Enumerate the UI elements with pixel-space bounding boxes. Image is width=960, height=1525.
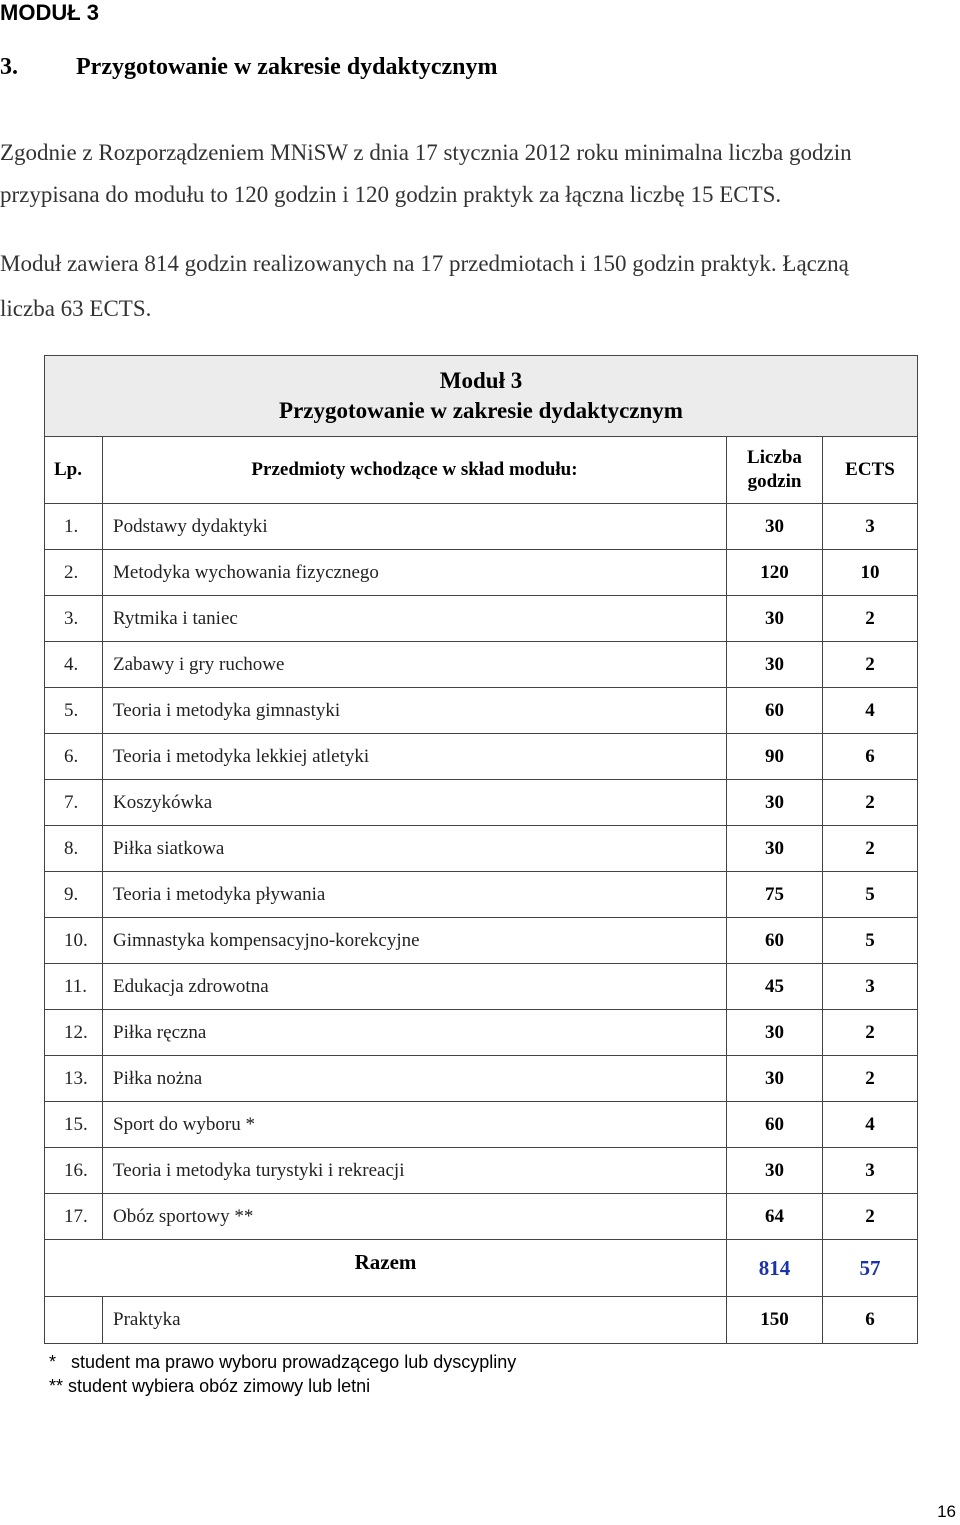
header-hours [727,437,823,504]
row-hours: 30 [727,780,823,826]
row-lp: 5. [45,688,103,734]
row-lp: 7. [45,780,103,826]
row-ects: 2 [823,1056,918,1102]
table-row [45,596,918,642]
table-row [45,918,918,964]
row-subject: Edukacja zdrowotna [103,964,727,1010]
table-row [45,550,918,596]
total-row [45,1240,918,1297]
row-ects: 5 [823,872,918,918]
row-ects: 3 [823,504,918,550]
header-lp: Lp. [45,437,103,504]
table-title-line-1: Moduł 3 [439,368,523,393]
row-lp: 6. [45,734,103,780]
row-subject: Teoria i metodyka pływania [103,872,727,918]
row-lp: 2. [45,550,103,596]
table-row [45,688,918,734]
row-lp: 12. [45,1010,103,1056]
row-subject: Teoria i metodyka lekkiej atletyki [103,734,727,780]
row-ects: 2 [823,1010,918,1056]
row-hours: 75 [727,872,823,918]
row-lp: 16. [45,1148,103,1194]
row-subject: Rytmika i taniec [103,596,727,642]
row-hours: 30 [727,596,823,642]
row-hours: 30 [727,1056,823,1102]
row-subject: Zabawy i gry ruchowe [103,642,727,688]
row-ects: 4 [823,688,918,734]
table-row [45,1102,918,1148]
table-row [45,1056,918,1102]
row-ects: 2 [823,642,918,688]
row-ects: 2 [823,1194,918,1240]
row-hours: 90 [727,734,823,780]
row-hours: 120 [727,550,823,596]
header-ects: ECTS [823,437,918,504]
row-lp: 8. [45,826,103,872]
total-ects: 57 [823,1240,918,1297]
row-hours: 60 [727,1102,823,1148]
row-lp: 13. [45,1056,103,1102]
total-hours: 814 [727,1240,823,1297]
table-row [45,780,918,826]
footnote-2: ** student wybiera obóz zimowy lub letni [49,1376,371,1396]
row-lp: 4. [45,642,103,688]
practice-hours: 150 [727,1297,823,1344]
row-lp: 15. [45,1102,103,1148]
intro-line-1: Zgodnie z Rozporządzeniem MNiSW z dnia 17 stycznia 2012 roku minimalna liczba godzin [0,140,852,165]
table-title-line-2: Przygotowanie w zakresie dydaktycznym [279,398,683,423]
section-heading [0,52,498,82]
page-number: 16 [937,1502,956,1521]
table-row [45,504,918,550]
row-ects: 3 [823,1148,918,1194]
footnotes [49,1350,516,1398]
row-subject: Piłka ręczna [103,1010,727,1056]
row-subject: Metodyka wychowania fizycznego [103,550,727,596]
row-subject: Piłka nożna [103,1056,727,1102]
summary-line-2: liczba 63 ECTS. [0,296,152,321]
row-ects: 10 [823,550,918,596]
table-header-row [45,437,918,504]
row-lp: 17. [45,1194,103,1240]
footnote-1: * student ma prawo wyboru prowadzącego lub dyscypliny [49,1352,517,1372]
row-hours: 30 [727,642,823,688]
intro-paragraph [0,132,960,216]
module-table [44,355,918,1344]
summary-paragraph [0,241,960,331]
table-row [45,1194,918,1240]
row-lp: 11. [45,964,103,1010]
row-ects: 2 [823,780,918,826]
table-row [45,1010,918,1056]
row-hours: 60 [727,918,823,964]
header-hours-line-2: godzin [747,471,802,492]
row-hours: 30 [727,826,823,872]
row-subject: Obóz sportowy ** [103,1194,727,1240]
row-subject: Piłka siatkowa [103,826,727,872]
row-ects: 3 [823,964,918,1010]
row-hours: 30 [727,504,823,550]
row-subject: Koszykówka [103,780,727,826]
row-subject: Teoria i metodyka turystyki i rekreacji [103,1148,727,1194]
summary-line-1: Moduł zawiera 814 godzin realizowanych na 17 przedmiotach i 150 godzin praktyk. Łączną [0,251,849,276]
row-subject: Podstawy dydaktyki [103,504,727,550]
row-subject: Gimnastyka kompensacyjno-korekcyjne [103,918,727,964]
section-number: 3. [0,54,18,80]
practice-ects: 6 [823,1297,918,1344]
header-subjects: Przedmioty wchodzące w skład modułu: [103,437,727,504]
section-title: Przygotowanie w zakresie dydaktycznym [76,54,498,80]
practice-row [45,1297,918,1344]
table-row [45,964,918,1010]
row-hours: 64 [727,1194,823,1240]
header-hours-line-1: Liczba [747,447,802,468]
row-ects: 4 [823,1102,918,1148]
row-lp: 1. [45,504,103,550]
practice-name: Praktyka [103,1297,727,1344]
practice-lp [45,1297,103,1344]
row-subject: Sport do wyboru * [103,1102,727,1148]
total-label: Razem [45,1240,727,1297]
row-ects: 2 [823,826,918,872]
row-hours: 60 [727,688,823,734]
row-ects: 2 [823,596,918,642]
intro-line-2: przypisana do modułu to 120 godzin i 120 godzin praktyk za łączna liczbę 15 ECTS. [0,182,782,207]
table-row [45,734,918,780]
row-hours: 30 [727,1148,823,1194]
row-hours: 30 [727,1010,823,1056]
row-subject: Teoria i metodyka gimnastyki [103,688,727,734]
table-title [45,356,918,437]
table-row [45,872,918,918]
row-lp: 3. [45,596,103,642]
row-hours: 45 [727,964,823,1010]
table-row [45,826,918,872]
row-ects: 5 [823,918,918,964]
row-lp: 10. [45,918,103,964]
table-row [45,1148,918,1194]
row-ects: 6 [823,734,918,780]
row-lp: 9. [45,872,103,918]
module-title: MODUŁ 3 [0,0,99,25]
table-row [45,642,918,688]
